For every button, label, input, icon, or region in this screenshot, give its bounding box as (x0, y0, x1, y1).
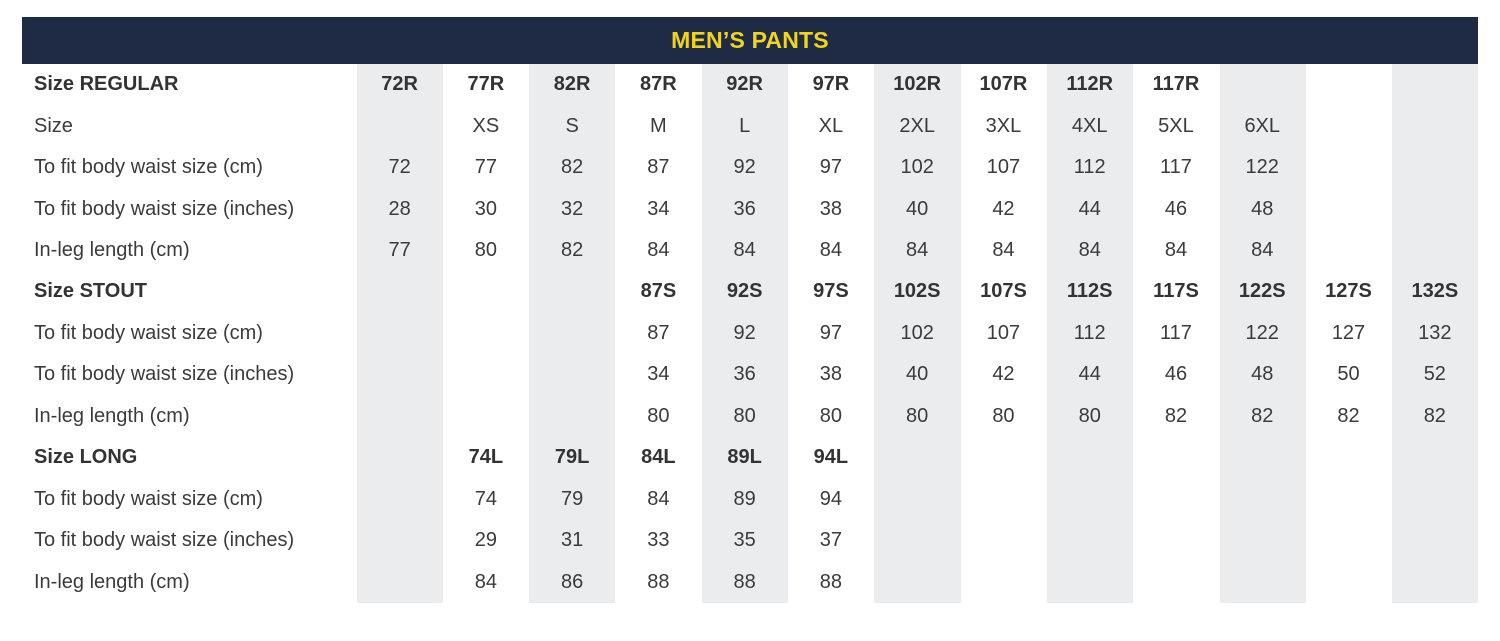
table-cell (1219, 520, 1305, 561)
table-cell (1392, 188, 1478, 229)
row-label: To fit body waist size (cm) (34, 487, 263, 510)
table-cell (874, 479, 960, 520)
size-code-cell: 117R (1152, 73, 1200, 96)
table-cell: 40 (906, 197, 929, 220)
size-code-cell (1305, 437, 1391, 478)
table-cell (1305, 230, 1391, 271)
table-cell: 28 (388, 197, 411, 220)
table-cell: 50 (1337, 363, 1360, 386)
table-cell: 89 (733, 487, 756, 510)
table-cell: 37 (819, 529, 843, 552)
table-cell: 31 (560, 529, 584, 552)
table-cell: 30 (474, 197, 497, 220)
section-header-row (22, 64, 1478, 105)
size-code-cell: 97R (812, 73, 850, 96)
table-cell: 80 (992, 404, 1015, 427)
size-code-cell: 79L (554, 446, 590, 469)
table-row (22, 520, 1478, 561)
table-cell: 84 (647, 239, 670, 262)
size-code-cell: 92R (726, 73, 763, 96)
table-cell: 38 (819, 197, 843, 220)
table-cell (443, 313, 529, 354)
size-code-cell (443, 271, 529, 312)
size-code-cell: 74L (468, 446, 504, 469)
size-code-cell: 122S (1238, 280, 1286, 303)
table-cell: 34 (647, 363, 670, 386)
table-cell (960, 561, 1046, 602)
size-code-cell (1219, 437, 1305, 478)
row-label: To fit body waist size (inches) (34, 363, 295, 386)
table-cell: 79 (560, 487, 584, 510)
table-cell (1305, 561, 1391, 602)
table-cell (1133, 479, 1219, 520)
table-cell: 88 (647, 570, 670, 593)
table-cell: 87 (647, 321, 670, 344)
table-cell: S (565, 114, 579, 137)
table-cell (1047, 561, 1133, 602)
table-cell: 84 (1078, 239, 1101, 262)
table-cell: 122 (1245, 156, 1279, 179)
table-cell: 4XL (1071, 114, 1108, 137)
table-row (22, 354, 1478, 395)
table-cell: 80 (1078, 404, 1101, 427)
table-cell (356, 105, 442, 146)
row-label: In-leg length (cm) (34, 239, 190, 262)
table-cell: 117 (1160, 156, 1192, 179)
table-cell (1133, 561, 1219, 602)
table-cell (1305, 105, 1391, 146)
table-cell (529, 313, 615, 354)
table-cell: 35 (733, 529, 756, 552)
size-code-cell: 112S (1066, 280, 1113, 303)
table-cell (356, 313, 442, 354)
table-cell: 84 (733, 239, 756, 262)
size-code-cell (1305, 64, 1391, 105)
size-code-cell (1133, 437, 1219, 478)
size-code-cell: 89L (727, 446, 762, 469)
table-cell (356, 479, 442, 520)
table-cell (356, 561, 442, 602)
table-cell: 80 (819, 404, 843, 427)
row-label: Size REGULAR (34, 73, 179, 96)
row-label: To fit body waist size (cm) (34, 156, 263, 179)
table-cell: 29 (474, 529, 497, 552)
table-cell: 84 (906, 239, 929, 262)
size-code-cell (874, 437, 960, 478)
table-cell (1392, 147, 1478, 188)
table-cell: 80 (647, 404, 670, 427)
table-cell: 84 (647, 487, 670, 510)
table-cell: 82 (1337, 404, 1360, 427)
table-cell (1392, 105, 1478, 146)
row-label: Size (34, 114, 73, 137)
table-cell: 127 (1331, 321, 1366, 344)
table-cell (960, 479, 1046, 520)
table-cell: 72 (388, 156, 411, 179)
table-cell (1392, 230, 1478, 271)
table-cell: XS (472, 114, 500, 137)
table-cell: 132 (1418, 321, 1452, 344)
table-cell: 92 (733, 156, 756, 179)
table-cell: 86 (560, 570, 584, 593)
table-cell (529, 354, 615, 395)
size-code-cell: 97S (813, 280, 849, 303)
table-row (22, 561, 1478, 602)
table-cell: 82 (560, 239, 584, 262)
table-cell: 2XL (899, 114, 935, 137)
table-cell (356, 354, 442, 395)
size-code-cell: 94L (813, 446, 849, 469)
table-cell: XL (818, 114, 844, 137)
section-header-row (22, 437, 1478, 478)
size-code-cell (356, 271, 442, 312)
table-row (22, 313, 1478, 354)
table-cell: 36 (733, 363, 756, 386)
table-cell: 44 (1078, 197, 1101, 220)
table-cell (356, 396, 442, 437)
size-code-cell: 127S (1325, 280, 1372, 303)
size-code-cell: 87R (640, 73, 677, 96)
table-cell: 88 (733, 570, 756, 593)
table-cell: M (650, 114, 667, 137)
size-code-cell: 87S (640, 280, 677, 303)
table-cell (1219, 479, 1305, 520)
size-table (22, 64, 1478, 603)
table-row (22, 230, 1478, 271)
size-code-cell: 82R (553, 73, 591, 96)
size-code-cell (1047, 437, 1133, 478)
table-cell: 94 (819, 487, 843, 510)
table-cell: 77 (388, 239, 411, 262)
table-cell: 82 (1251, 404, 1274, 427)
table-cell (874, 561, 960, 602)
table-cell (1392, 520, 1478, 561)
table-cell (356, 520, 442, 561)
table-cell: 107 (986, 321, 1021, 344)
table-cell: 82 (1164, 404, 1188, 427)
section-header-row (22, 271, 1478, 312)
row-label: Size LONG (34, 446, 138, 469)
row-label: Size STOUT (34, 280, 147, 303)
table-row (22, 188, 1478, 229)
chart-title: MEN’S PANTS (671, 27, 829, 53)
size-code-cell: 117S (1153, 280, 1199, 303)
table-cell (1047, 520, 1133, 561)
size-chart (22, 17, 1478, 603)
size-code-cell: 92S (726, 280, 763, 303)
table-cell: 84 (992, 239, 1015, 262)
row-label: To fit body waist size (cm) (34, 321, 263, 344)
table-cell (1305, 520, 1391, 561)
table-cell: 38 (819, 363, 843, 386)
table-cell: 74 (474, 487, 497, 510)
table-row (22, 479, 1478, 520)
table-cell: 84 (474, 570, 497, 593)
size-code-cell: 102R (893, 73, 942, 96)
table-cell: 112 (1073, 321, 1106, 344)
table-cell: 102 (900, 321, 934, 344)
title-bar (22, 17, 1478, 64)
row-label: To fit body waist size (inches) (34, 197, 295, 220)
table-cell (1133, 520, 1219, 561)
size-code-cell (529, 271, 615, 312)
table-cell (529, 396, 615, 437)
table-cell (1047, 479, 1133, 520)
size-code-cell: 132S (1411, 280, 1459, 303)
table-cell (1305, 188, 1391, 229)
table-row (22, 147, 1478, 188)
table-cell: 48 (1251, 363, 1274, 386)
size-code-cell (1392, 64, 1478, 105)
table-cell: 97 (819, 321, 843, 344)
table-cell: 82 (1423, 404, 1446, 427)
table-cell: 3XL (985, 114, 1022, 137)
table-cell (443, 354, 529, 395)
table-row (22, 396, 1478, 437)
table-cell: 6XL (1244, 114, 1281, 137)
size-code-cell: 72R (381, 73, 418, 96)
table-cell (1305, 147, 1391, 188)
table-cell: 84 (1251, 239, 1274, 262)
row-label: To fit body waist size (inches) (34, 529, 295, 552)
table-cell: 46 (1164, 197, 1188, 220)
size-code-cell: 102S (893, 280, 941, 303)
size-code-cell: 112R (1066, 73, 1114, 96)
table-cell: 97 (819, 156, 843, 179)
size-code-cell: 107S (980, 280, 1027, 303)
table-cell: 102 (900, 156, 934, 179)
table-cell: 122 (1245, 321, 1279, 344)
table-cell (960, 520, 1046, 561)
table-cell: 46 (1164, 363, 1188, 386)
table-cell: 48 (1251, 197, 1274, 220)
table-cell: 80 (474, 239, 497, 262)
table-cell: 80 (906, 404, 929, 427)
table-cell (1392, 479, 1478, 520)
size-code-cell: 107R (979, 73, 1028, 96)
table-cell: 84 (1164, 239, 1188, 262)
table-cell: 32 (560, 197, 584, 220)
table-cell: 82 (560, 156, 584, 179)
table-cell: 117 (1160, 321, 1192, 344)
table-cell: 112 (1073, 156, 1106, 179)
table-cell: 36 (733, 197, 756, 220)
size-code-cell: 77R (467, 73, 505, 96)
table-cell: 77 (474, 156, 497, 179)
table-cell: 42 (992, 197, 1015, 220)
table-cell: 80 (733, 404, 756, 427)
table-cell: 40 (906, 363, 929, 386)
table-cell (1305, 479, 1391, 520)
size-code-cell: 84L (641, 446, 676, 469)
row-label: In-leg length (cm) (34, 404, 190, 427)
size-code-cell (356, 437, 442, 478)
size-code-cell (1392, 437, 1478, 478)
row-label: In-leg length (cm) (34, 570, 190, 593)
table-cell (443, 396, 529, 437)
table-cell (1219, 561, 1305, 602)
table-cell: 87 (647, 156, 670, 179)
table-cell: 34 (647, 197, 670, 220)
size-code-cell (1219, 64, 1305, 105)
table-cell: 44 (1078, 363, 1101, 386)
table-cell: L (739, 114, 751, 137)
table-cell: 52 (1423, 363, 1446, 386)
table-cell: 33 (647, 529, 670, 552)
table-cell: 84 (819, 239, 843, 262)
table-row (22, 105, 1478, 146)
table-cell: 42 (992, 363, 1015, 386)
table-cell: 92 (733, 321, 756, 344)
table-cell: 107 (986, 156, 1021, 179)
table-cell: 5XL (1158, 114, 1194, 137)
size-code-cell (960, 437, 1046, 478)
table-cell (1392, 561, 1478, 602)
table-cell (874, 520, 960, 561)
table-cell: 88 (819, 570, 843, 593)
